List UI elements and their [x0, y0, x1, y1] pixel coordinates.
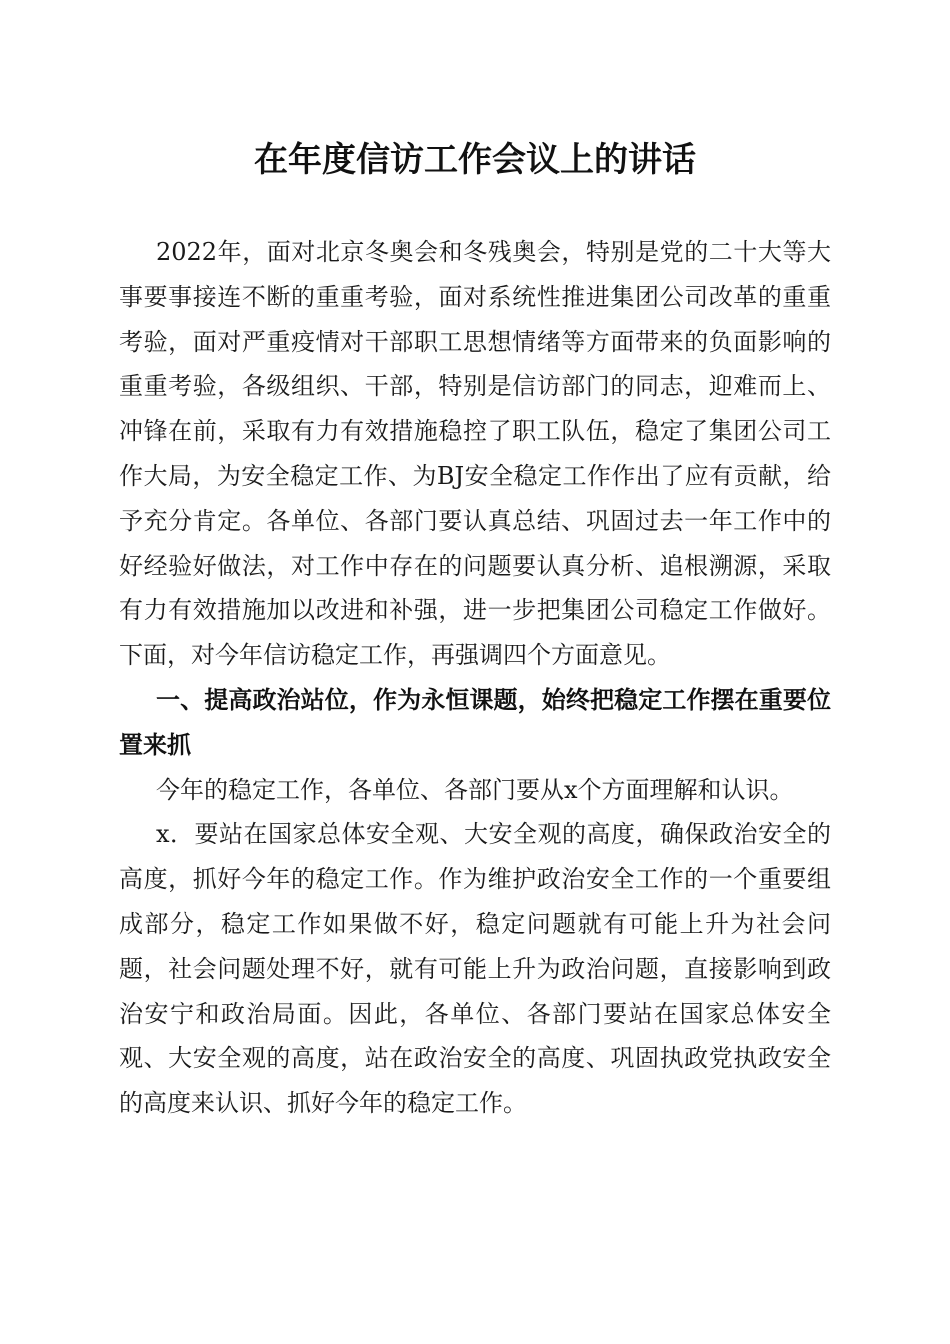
intro-paragraph: 2022年，面对北京冬奥会和冬残奥会，特别是党的二十大等大事要事接连不断的重重考验，面对系统性推进集团公司改革的重重考验，面对严重疫情对干部职工思想情绪等方面带来的负面影响的重重考验，各级组织、干部，特别是信访部门的同志，迎难而上、冲锋在前，采取有力有效措施稳控了职工队伍，稳定了集团公司工作大局，为安全稳定工作、为BJ安全稳定工作作出了应有贡献，给予充分肯定。各单位、各部门要认真总结、巩固过去一年工作中的好经验好做法，对工作中存在的问题要认真分析、追根溯源，采取有力有效措施加以改进和补强，进一步把集团公司稳定工作做好。下面，对今年信访稳定工作，再强调四个方面意见。	[119, 238, 831, 670]
section-1-intro-paragraph: 今年的稳定工作，各单位、各部门要从x个方面理解和认识。	[156, 775, 794, 804]
section-heading-1: 一、提高政治站位，作为永恒课题，始终把稳定工作摆在重要位置来抓	[119, 685, 831, 759]
document-title: 在年度信访工作会议上的讲话	[254, 140, 696, 180]
document-body	[119, 230, 831, 1126]
section-1-point-paragraph: x．要站在国家总体安全观、大安全观的高度，确保政治安全的高度，抓好今年的稳定工作。作为维护政治安全工作的一个重要组成部分，稳定工作如果做不好，稳定问题就有可能上升为社会问题，社会问题处理不好，就有可能上升为政治问题，直接影响到政治安宁和政治局面。因此，各单位、各部门要站在国家总体安全观、大安全观的高度，站在政治安全的高度、巩固执政党执政安全的高度来认识、抓好今年的稳定工作。	[119, 820, 831, 1118]
